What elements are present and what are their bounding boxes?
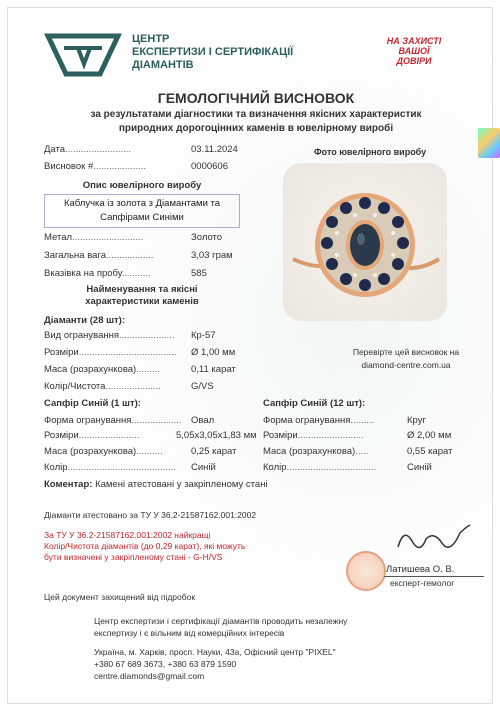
sapphire2-size-value: Ø 2,00 мм <box>407 430 452 441</box>
footer-line1: Центр експертизи і сертифікації діамантів проводить незалежну <box>94 616 348 626</box>
item-description-box <box>44 194 240 228</box>
red-note <box>44 530 245 563</box>
diamond-cut-label: Вид огранування <box>44 330 119 341</box>
comment-value: Камені атестовані у закріпленому стані <box>95 479 268 490</box>
footer-independence <box>94 615 347 639</box>
number-row: Висновок #.................... <box>44 161 147 172</box>
verify-url[interactable]: diamond-centre.com.ua <box>361 360 451 370</box>
sapphire2-cut-label: Форма огранування <box>263 415 351 426</box>
date-label: Дата <box>44 144 66 155</box>
sapphire1-mass-value: 0,25 карат <box>191 446 237 457</box>
org-name-line2: ЕКСПЕРТИЗИ І СЕРТИФІКАЦІЇ <box>132 46 294 58</box>
photo-label: Фото ювелірного виробу <box>314 147 427 157</box>
diamond-mass-value: 0,11 карат <box>191 364 236 375</box>
sapphire1-color-label: Колір <box>44 462 68 473</box>
metal-row: Метал........................... <box>44 232 144 243</box>
org-name <box>132 33 293 72</box>
footer-address: Україна, м. Харків, просп. Науки, 43а, Офісний центр "PIXEL" <box>94 647 336 657</box>
diamond-cut-row: Вид огранування..................... <box>44 330 175 341</box>
item-description-line1: Каблучка із золота з Діамантами та <box>63 198 221 209</box>
sapphire1-size-row: Розміри....................... <box>44 430 140 441</box>
sapphire2-color-label: Колір <box>263 462 287 473</box>
number-label: Висновок # <box>44 161 94 172</box>
signer-name: Латишева О. В. <box>386 564 455 575</box>
diamond-mass-label: Маса (розрахункова) <box>44 364 137 375</box>
protected-note: Цей документ захищений від підробок <box>44 592 196 602</box>
diamonds-heading: Діаманти (28 шт): <box>44 315 126 326</box>
red-note-line2: Колір/Чистота діамантів (до 0,29 карат), які можуть <box>44 541 246 551</box>
sapphire2-heading: Сапфір Синій (12 шт): <box>263 398 366 409</box>
sapphire1-mass-label: Маса (розрахункова) <box>44 446 137 457</box>
date-value: 03.11.2024 <box>191 144 238 155</box>
diamond-cut-value: Кр-57 <box>191 330 216 341</box>
weight-row: Загальна вага.................. <box>44 250 154 261</box>
footer-contacts <box>94 646 336 682</box>
org-name-line3: ДІАМАНТІВ <box>132 59 194 71</box>
verify-line1: Перевірте цей висновок на <box>352 347 460 357</box>
diamond-size-value: Ø 1,00 мм <box>191 347 236 358</box>
certified-tu-note: Діаманти атестовано за ТУ У 36.2-21587162.001:2002 <box>44 510 257 520</box>
metal-label: Метал <box>44 232 73 243</box>
signature-line <box>384 576 484 577</box>
diamond-size-row: Розміри..................................... <box>44 347 177 358</box>
slogan <box>374 36 454 66</box>
stones-heading-line2: характеристики каменів <box>85 296 199 307</box>
sapphire2-mass-row: Маса (розрахункова)..... <box>263 446 369 457</box>
sapphire1-mass-row: Маса (розрахункова).......... <box>44 446 163 457</box>
red-note-line3: бути визначені у закріпленому стані - G-H/VS <box>44 552 223 562</box>
seal-icon <box>346 551 386 591</box>
diamond-logo-icon <box>44 30 122 80</box>
signer-role: експерт-гемолог <box>390 578 455 588</box>
diamond-color-value: G/VS <box>191 381 214 392</box>
verify-note <box>326 346 486 372</box>
org-name-line1: ЦЕНТР <box>132 33 170 45</box>
sapphire2-color-value: Синій <box>407 462 432 473</box>
red-note-line1: За ТУ У 36.2-21587162.001:2002 найкращі <box>44 530 211 540</box>
sapphire2-mass-label: Маса (розрахункова) <box>263 446 356 457</box>
item-description-line2: Сапфірами Синіми <box>100 212 184 223</box>
diamond-mass-row: Маса (розрахункова)......... <box>44 364 160 375</box>
comment-label: Коментар: <box>44 479 93 490</box>
hologram-sticker <box>478 128 500 158</box>
diamond-size-label: Розміри <box>44 347 79 358</box>
footer-line2: експертизу і є вільним від комерційних інтересів <box>94 628 285 638</box>
probe-row: Вказівка на пробу........... <box>44 268 151 279</box>
metal-value: Золото <box>191 232 223 243</box>
probe-label: Вказівка на пробу <box>44 268 122 279</box>
sapphire1-color-row: Колір......................................... <box>44 462 176 473</box>
sapphire1-color-value: Синій <box>191 462 216 473</box>
sapphire1-heading: Сапфір Синій (1 шт): <box>44 398 141 409</box>
item-heading: Опис ювелірного виробу <box>82 180 202 191</box>
stones-heading-line1: Найменування та якісні <box>86 284 198 295</box>
jewelry-photo <box>283 163 447 321</box>
comment-row <box>44 479 268 490</box>
weight-label: Загальна вага <box>44 250 106 261</box>
sapphire2-size-label: Розміри <box>263 430 298 441</box>
document-title: ГЕМОЛОГІЧНИЙ ВИСНОВОК <box>157 90 355 106</box>
diamond-color-row: Колір/Чистота..................... <box>44 381 161 392</box>
weight-value: 3,03 грам <box>191 250 233 261</box>
sapphire1-size-label: Розміри <box>44 430 79 441</box>
diamond-color-label: Колір/Чистота <box>44 381 106 392</box>
stones-heading <box>44 284 240 308</box>
subtitle-line2: природних дорогоцінних каменів в ювелірному виробі <box>118 123 394 134</box>
slogan-line3: ДОВІРИ <box>396 56 432 66</box>
sapphire2-size-row: Розміри......................... <box>263 430 364 441</box>
sapphire2-cut-row: Форма огранування......... <box>263 415 375 426</box>
sapphire1-cut-label: Форма огранування <box>44 415 132 426</box>
footer-email[interactable]: centre.diamonds@gmail.com <box>94 671 205 681</box>
footer-phones: +380 67 689 3673, +380 63 879 1590 <box>94 659 237 669</box>
sapphire2-mass-value: 0,55 карат <box>407 446 453 457</box>
slogan-line1: НА ЗАХИСТІ <box>386 36 442 46</box>
sapphire1-cut-row: Форма огранування................... <box>44 415 182 426</box>
date-row: Дата......................... <box>44 144 132 155</box>
slogan-line2: ВАШОЇ <box>398 46 430 56</box>
sapphire1-size-value: 5,05х3,05х1,83 мм <box>176 430 257 441</box>
ring-image <box>283 163 447 321</box>
sapphire1-cut-value: Овал <box>191 415 215 426</box>
number-value: 0000606 <box>191 161 228 172</box>
subtitle-line1: за результатами діагностики та визначення якісних характеристик <box>90 109 422 120</box>
sapphire2-color-row: Колір.................................. <box>263 462 377 473</box>
probe-value: 585 <box>191 268 207 279</box>
signature-icon <box>394 521 474 557</box>
sapphire2-cut-value: Круг <box>407 415 426 426</box>
